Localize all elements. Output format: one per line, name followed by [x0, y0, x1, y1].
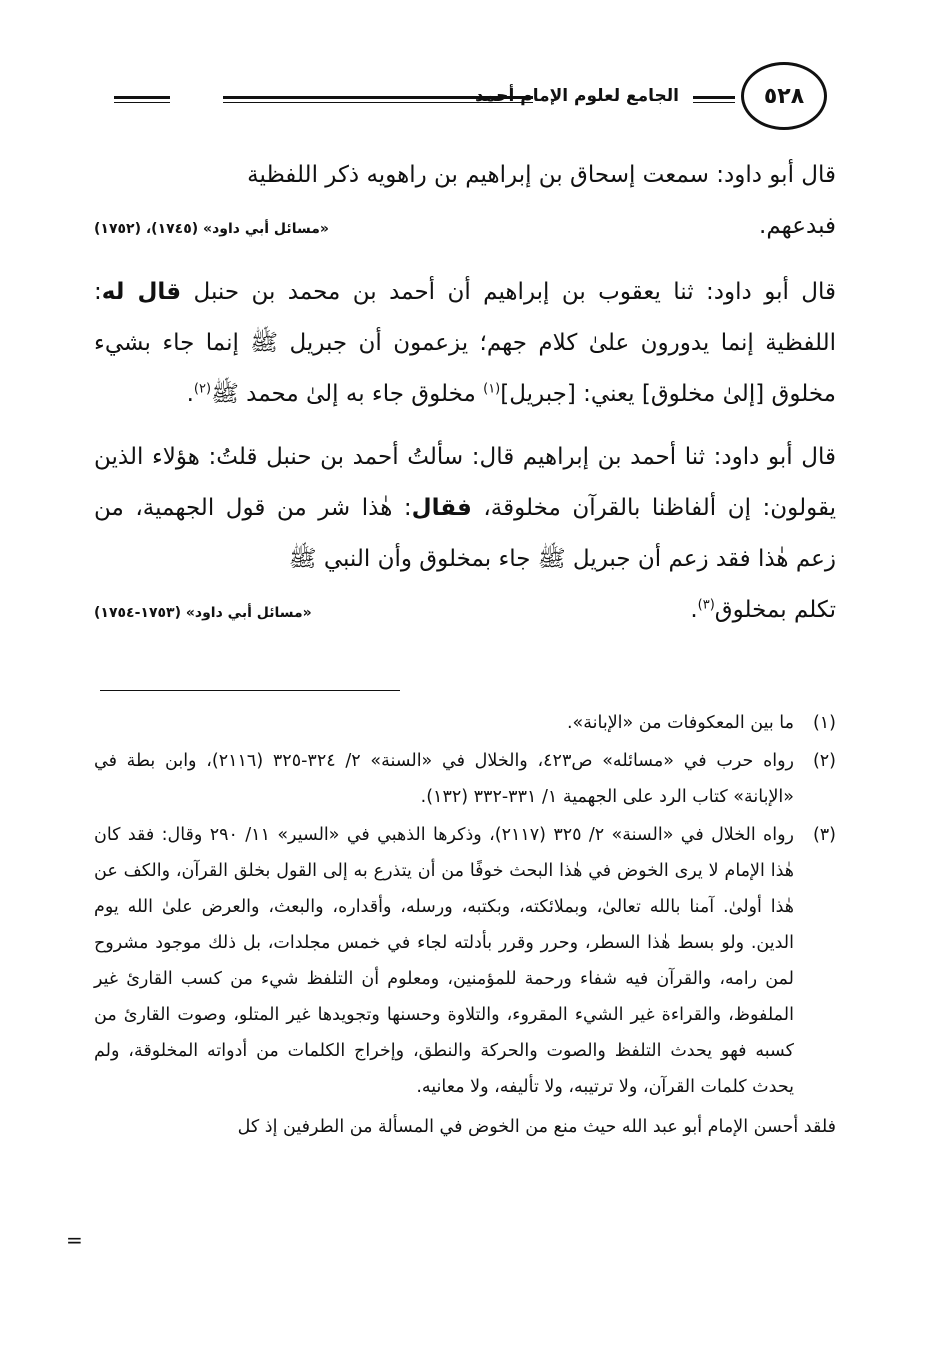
paragraph-3-bold: فقال [411, 495, 472, 521]
page-number-badge [741, 62, 827, 130]
footnote-1 [94, 705, 836, 741]
footnote-separator [100, 690, 400, 691]
page-header [100, 62, 845, 134]
paragraph-3-text-2: : هٰذا شر من قول الجهمية، من زعم هٰذا فقد زعم أن جبريل ﷺ جاء بمخلوق وأن النبي ﷺ [94, 495, 836, 572]
footnote-2 [94, 743, 836, 815]
paragraph-3-last [690, 585, 836, 636]
footnote-number: (٢) [812, 751, 836, 771]
source-reference: «مسائل أبي داود» (١٧٤٥)، (١٧٥٢) [94, 221, 329, 237]
paragraph-3-text: قال أبو داود: ثنا أحمد بن إبراهيم قال: سألتُ أحمد بن حنبل قلتُ: هؤلاء الذين يقولون: إن ألفاظنا بالقرآن مخلوقة، [94, 444, 836, 521]
footnote-text: ما بين المعكوفات من «الإبانة». [566, 713, 794, 733]
paragraph-1-end: فبدعهم. [759, 213, 836, 239]
footnote-text: رواه حرب في «مسائله» ص٤٢٣، والخلال في «السنة» ٢/ ٣٢٤-٣٢٥ (٢١١٦)، وابن بطة في «الإبانة» كتاب الرد على الجهمية ١/ ٣٣١-٣٣٢ (١٣٢). [94, 751, 795, 807]
paragraph-3-end: . [690, 597, 698, 623]
header-rule-left [114, 96, 170, 103]
running-title: الجامع لعلوم الإمام أحمد [475, 86, 679, 106]
footnote-marker-2: (٢) [193, 381, 212, 397]
paragraph-3-last-text: تكلم بمخلوق [714, 597, 836, 623]
paragraph-1-line-1: قال أبو داود: سمعت إسحاق بن إبراهيم بن راهويه ذكر اللفظية [247, 162, 836, 188]
paragraph-2-text-2: : اللفظية إنما يدورون علىٰ كلام جهم؛ يزعمون أن جبريل ﷺ إنما جاء بشيء مخلوق [إلىٰ مخلوق] يعني: [جبريل] [94, 279, 836, 407]
footnote-text: رواه الخلال في «السنة» ٢/ ٣٢٥ (٢١١٧)، وذكرها الذهبي في «السير» ١١/ ٢٩٠ وقال: فقد كان هٰذا الإمام لا يرى الخوض في هٰذا البحث خوفًا من أن يتذرع به إلى القول بخلق القرآن، والكف عن هٰذا أولىٰ. آمنا بالله تعالىٰ، وبملائكته، وبكتبه، ورسله، وأقداره، والبعث، والعرض علىٰ الله يوم الدين. ولو بسط هٰذا السطر، وحرر وقرر بأدلته لجاء في خمس مجلدات، بل ذلك موجود مشروح لمن رامه، والقرآن فيه شفاء ورحمة للمؤمنين، ومعلوم أن التلفظ شيء من كسب القارئ غير الملفوظ، والقراءة غير الشيء المقروء، والتلاوة وحسنها وتجويدها غير المتلو، وصوت القارئ من كسبه فهو يحدث التلفظ والصوت والحركة والنطق، وإخراج الكلمات من أدواته المخلوقة، ولم يحدث كلمات القرآن، ولا ترتيبه، ولا تأليفه، ولا معانيه. [94, 825, 794, 1097]
paragraph-3-last-line [94, 585, 836, 639]
footnote-number: (٣) [812, 825, 836, 845]
paragraph-1 [94, 150, 836, 255]
paragraph-1-line-2 [94, 201, 836, 255]
paragraph-2-text: قال أبو داود: ثنا يعقوب بن إبراهيم أن أحمد بن محمد بن حنبل [181, 279, 836, 305]
continuation-mark: = [66, 1228, 83, 1252]
paragraph-2-end: . [186, 381, 194, 407]
header-rule-right [693, 96, 735, 103]
closing-note: فلقد أحسن الإمام أبو عبد الله حيث منع من الخوض في المسألة من الطرفين إذ كل [237, 1117, 836, 1137]
page-number: ٥٢٨ [763, 83, 805, 109]
main-text [94, 150, 836, 651]
paragraph-2-text-3: مخلوق جاء به إلىٰ محمد ﷺ [211, 381, 484, 407]
paragraph-2 [94, 267, 836, 420]
footnote-marker-1: (١) [483, 381, 501, 397]
source-reference: «مسائل أبي داود» (١٧٥٣-١٧٥٤) [94, 605, 312, 621]
footnote-3 [94, 817, 836, 1105]
footnote-marker-3: (٣) [697, 597, 715, 613]
paragraph-3 [94, 432, 836, 639]
footnotes [94, 705, 836, 1145]
footnote-number: (١) [812, 713, 836, 733]
paragraph-2-bold: قال له [101, 279, 182, 305]
